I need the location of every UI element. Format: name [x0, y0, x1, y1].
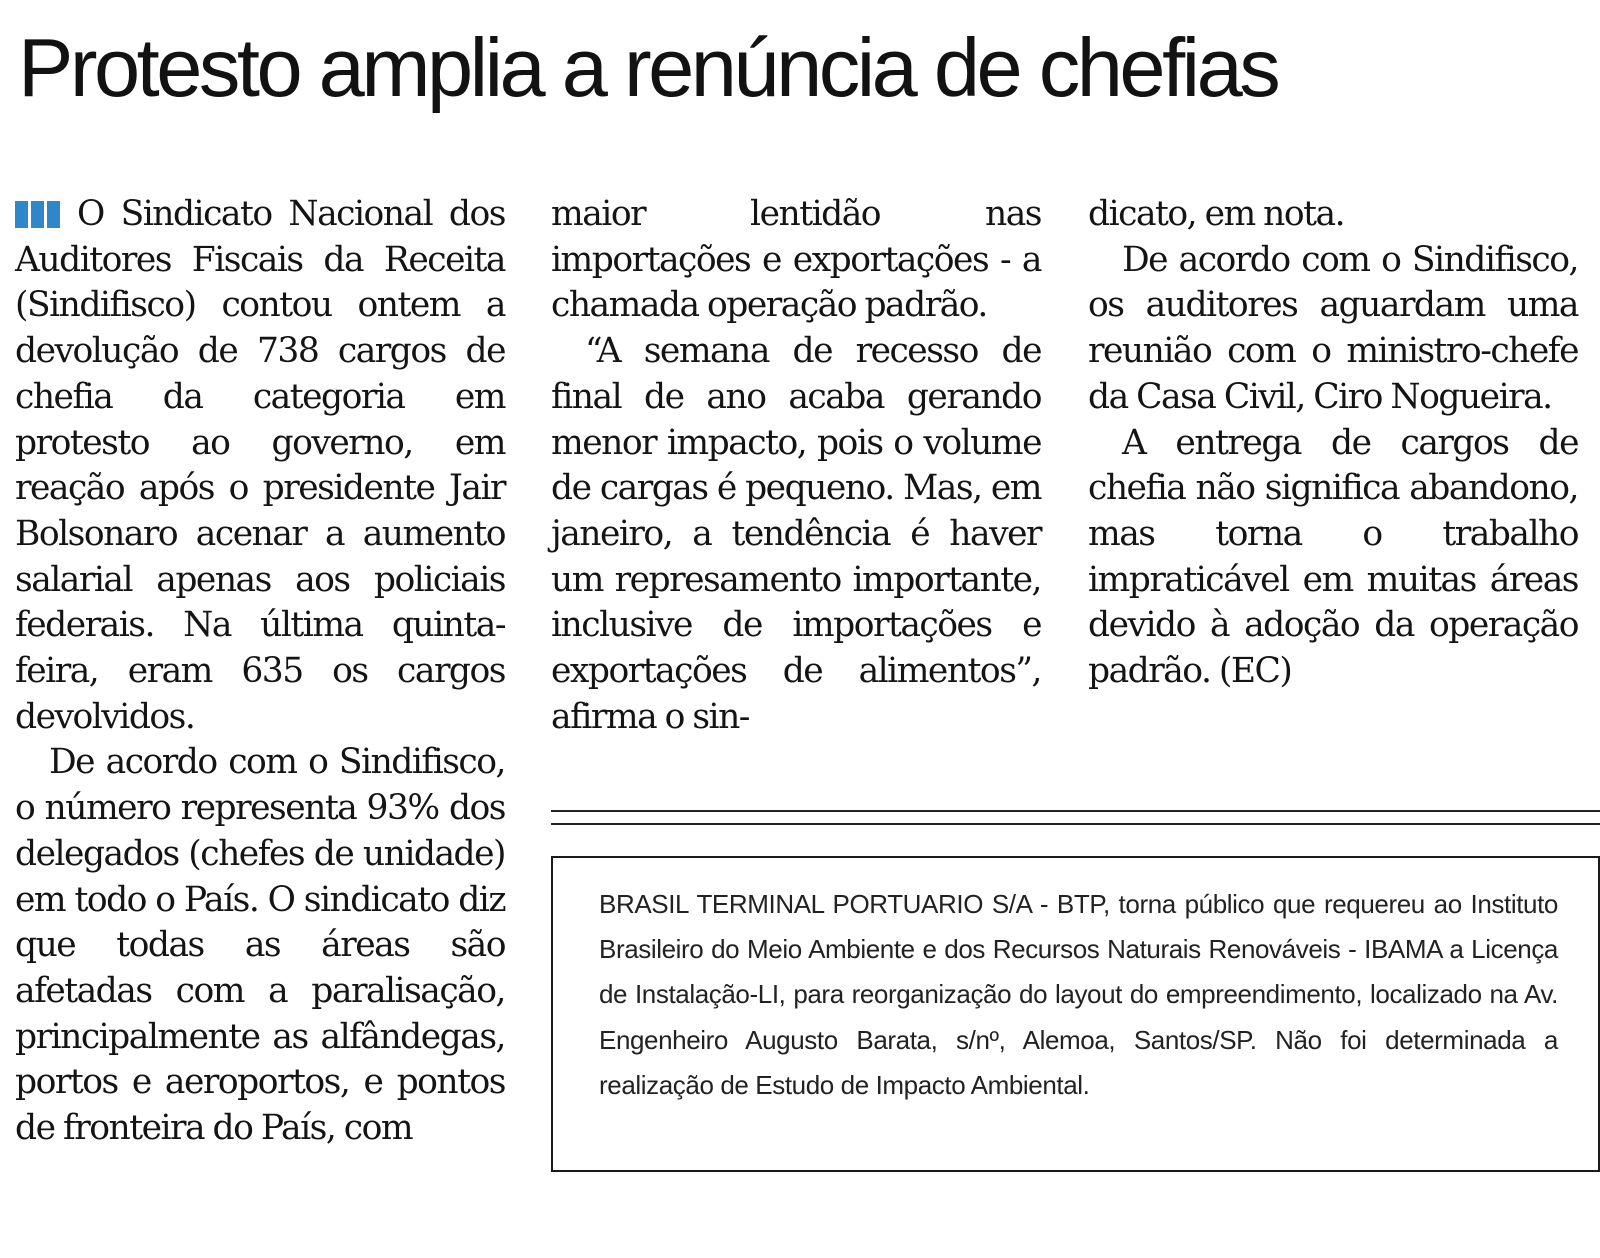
article-column-3: [1088, 192, 1578, 695]
divider-rule: [551, 823, 1600, 825]
article-paragraph-text: O Sindicato Nacional dos Auditores Fiscais da Receita (Sindifisco) contou ontem a devolução de 738 cargos de chefia da categoria em protesto ao governo, em reação após o presidente Jair Bolsonaro acenar a aumento salarial apenas aos policiais federais. Na última quinta-feira, eram 635 os cargos devolvidos.: [15, 194, 505, 737]
three-bar-marker-icon: [15, 192, 63, 238]
article-paragraph: dicato, em nota.: [1088, 194, 1345, 234]
article-column-2: [551, 192, 1041, 740]
legal-notice-text: BRASIL TERMINAL PORTUARIO S/A - BTP, torna público que requereu ao Instituto Brasileiro do Meio Ambiente e dos Recursos Naturais Renováveis - IBAMA a Licença de Instalação-LI, para reorganização do layout do empreendimento, localizado na Av. Engenheiro Augusto Barata, s/nº, Alemoa, Santos/SP. Não foi determinada a realização de Estudo de Impacto Ambiental.: [599, 889, 1558, 1100]
article-paragraph: maior lentidão nas importações e exportações - a chamada operação padrão.: [551, 194, 1041, 326]
article-paragraph: “A semana de recesso de final de ano acaba gerando menor impacto, pois o volume de cargas é pequeno. Mas, em janeiro, a tendência é haver um represamento importante, inclusive de importações e exportações de alimentos”, afirma o sin-: [551, 331, 1041, 737]
article-column-1: [15, 192, 505, 1152]
article-paragraph: De acordo com o Sindifisco, o número representa 93% dos delegados (chefes de unidade) em todo o País. O sindicato diz que todas as áreas são afetadas com a paralisação, principalmente as alfândegas, portos e aeroportos, e pontos de fronteira do País, com: [15, 742, 505, 1149]
headline: Protesto amplia a renúncia de chefias: [18, 21, 1278, 114]
article-paragraph: [15, 192, 505, 740]
article-paragraph: A entrega de cargos de chefia não significa abandono, mas torna o trabalho impraticável em muitas áreas devido à adoção da operação padrão. (EC): [1088, 422, 1578, 692]
divider-rule: [551, 810, 1600, 812]
legal-notice-box: [551, 856, 1600, 1172]
article-paragraph: De acordo com o Sindifisco, os auditores aguardam uma reunião com o ministro-chefe da Casa Civil, Ciro Nogueira.: [1088, 239, 1578, 417]
